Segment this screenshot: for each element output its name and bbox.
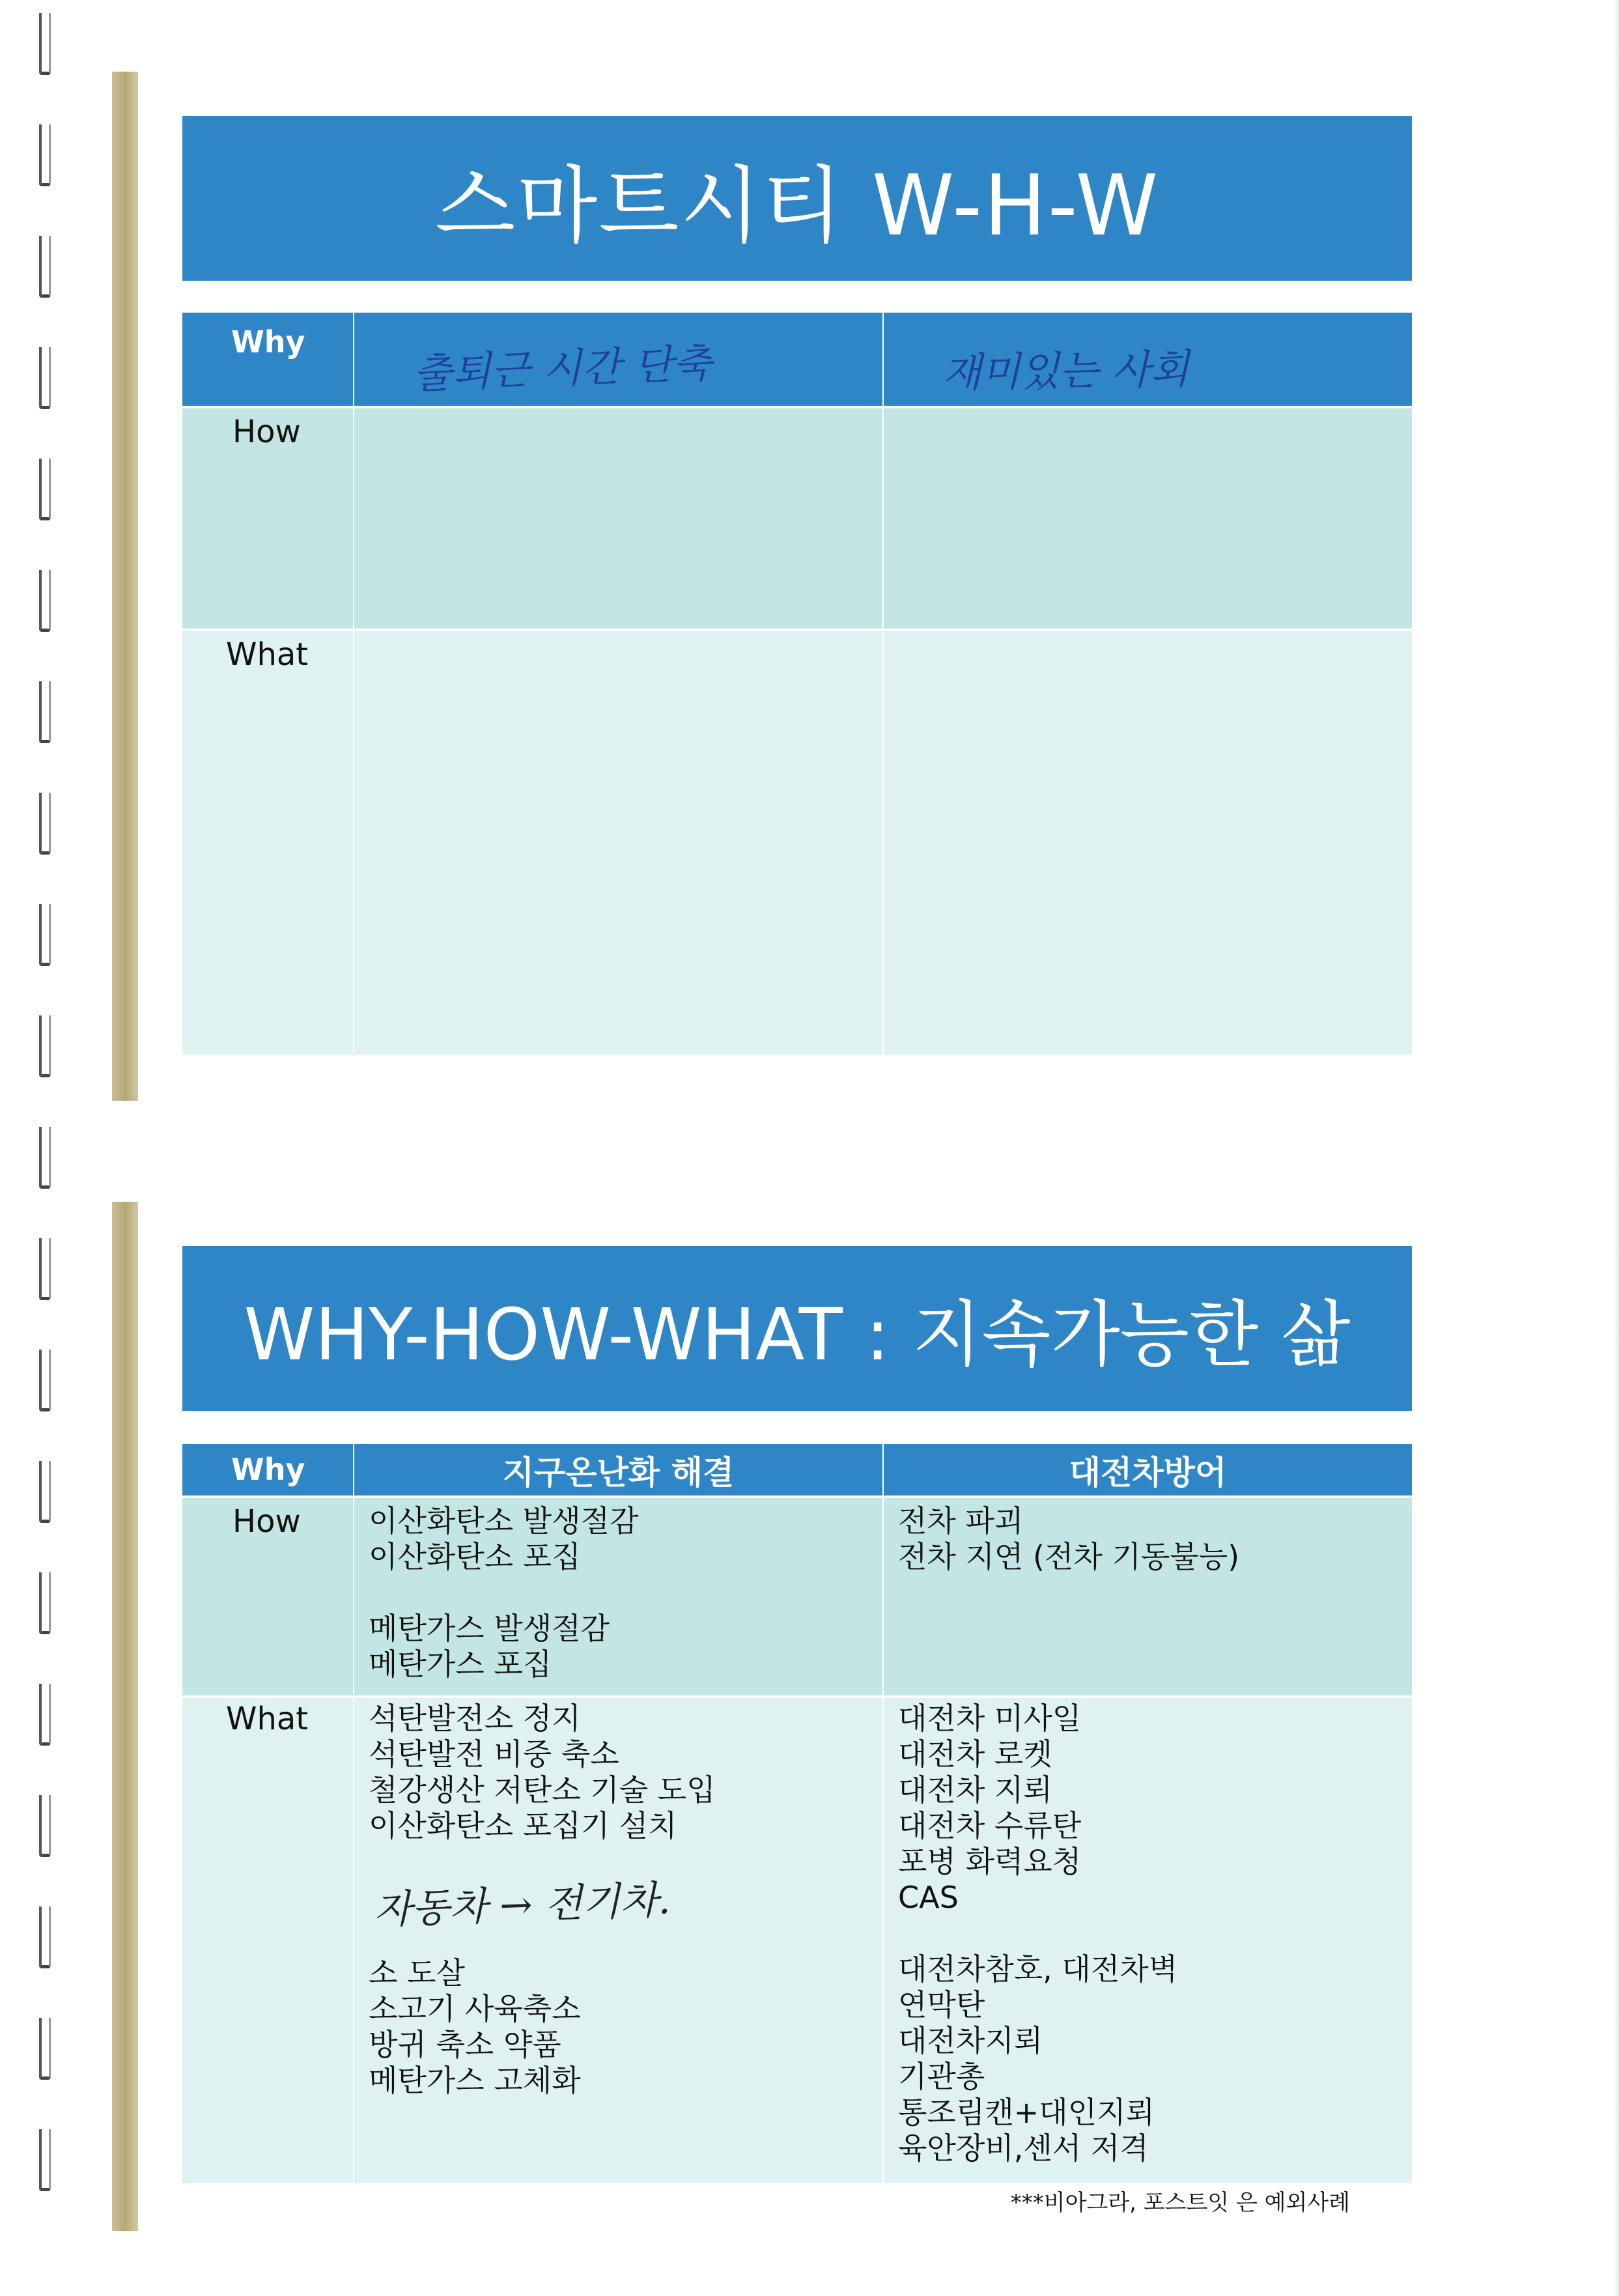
binder-hole-mark — [39, 124, 51, 186]
list-item: 메탄가스 포집 — [369, 1647, 552, 1682]
list-item: 소고기 사육축소 — [369, 1991, 581, 2026]
binder-hole-mark — [39, 1906, 51, 1968]
slide2-col-a-header: 지구온난화 해결 — [502, 1453, 735, 1492]
binder-hole-mark — [39, 793, 51, 855]
list-item: 전차 지연 (전차 기동불능) — [898, 1539, 1240, 1574]
list-item: 연막탄 — [898, 1987, 985, 2022]
list-item: 메탄가스 고체화 — [369, 2063, 581, 2098]
slide-2 — [182, 1246, 1412, 2216]
slide2-what-handwriting: 자동차 → 전기차. — [373, 1877, 671, 1933]
slide1-what-cell-b — [882, 631, 1412, 1055]
slide1-how-label: How — [232, 414, 301, 450]
binder-hole-mark — [39, 1127, 51, 1189]
list-item: 대전차 로켓 — [898, 1736, 1052, 1772]
slide1-title-bar — [182, 116, 1412, 281]
binder-hole-mark — [39, 681, 51, 743]
slide2-what-b-list — [898, 1701, 1177, 2166]
slide1-what-cell-a — [353, 631, 882, 1055]
slide1-why-cell-a — [353, 313, 882, 406]
slide2-what-cell-a — [353, 1698, 882, 2183]
binder-hole-mark — [39, 2018, 51, 2080]
list-item: 통조림캔+대인지뢰 — [898, 2095, 1155, 2130]
slide2-what-cell-b — [882, 1698, 1412, 2183]
binder-hole-mark — [39, 1015, 51, 1077]
binder-hole-mark — [39, 1461, 51, 1523]
slide1-how-cell-b — [882, 408, 1412, 631]
list-item: 대전차 지뢰 — [898, 1772, 1052, 1807]
slide1-title: 스마트시티 W-H-W — [434, 157, 1160, 255]
slide1-why-label: Why — [231, 324, 305, 360]
slide1-how-row — [182, 406, 1412, 631]
list-item: 전차 파괴 — [898, 1503, 1024, 1538]
slide2-how-cell-a — [353, 1498, 882, 1698]
binder-hole-mark — [39, 904, 51, 966]
slide2-gold-strip — [112, 1202, 138, 2231]
list-item: 메탄가스 발생절감 — [369, 1611, 610, 1646]
binder-hole-mark — [39, 570, 51, 632]
slide2-what-label: What — [226, 1701, 309, 1737]
list-item: 이산화탄소 포집기 설치 — [369, 1808, 677, 1843]
binder-hole-mark — [39, 347, 51, 409]
slide2-how-cell-b — [882, 1498, 1412, 1698]
list-item: 대전차지뢰 — [898, 2023, 1043, 2058]
slide2-how-label: How — [232, 1503, 301, 1540]
list-item: 석탄발전 비중 축소 — [369, 1736, 619, 1772]
binder-hole-mark — [39, 13, 51, 75]
slide2-how-row — [182, 1495, 1412, 1698]
list-item: 대전차 수류탄 — [898, 1808, 1082, 1843]
scan-edge-shadow — [1614, 0, 1619, 2296]
list-item: 석탄발전소 정지 — [369, 1701, 581, 1736]
binder-marks — [26, 13, 65, 2280]
list-item: 소 도살 — [369, 1955, 465, 1991]
slide1-what-row — [182, 629, 1412, 1055]
slide2-why-label: Why — [231, 1452, 305, 1487]
slide1-how-cell-a — [353, 408, 882, 631]
slide1-what-label: What — [226, 636, 309, 673]
binder-hole-mark — [39, 1572, 51, 1634]
binder-hole-mark — [39, 236, 51, 298]
slide2-how-a-list — [369, 1503, 639, 1682]
slide1-why-handwriting-a: 출퇴근 시간 단축 — [412, 339, 712, 397]
slide2-what-a-list-2 — [369, 1955, 581, 2099]
slide2-col-b-header: 대전차방어 — [1069, 1453, 1227, 1492]
slide2-how-b-list — [898, 1503, 1239, 1575]
list-item: 철강생산 저탄소 기술 도입 — [369, 1772, 716, 1807]
list-item: 이산화탄소 포집 — [369, 1539, 581, 1574]
list-item: 대전차 미사일 — [898, 1701, 1082, 1736]
slide1-why-handwriting-b: 재미있는 사회 — [942, 345, 1190, 397]
binder-hole-mark — [39, 1238, 51, 1300]
slide2-what-row — [182, 1695, 1412, 2183]
list-item: 방귀 축소 약품 — [369, 2027, 561, 2062]
list-item: 포병 화력요청 — [898, 1844, 1082, 1879]
slide-1 — [182, 116, 1412, 1054]
slide2-title-bar — [182, 1246, 1412, 1411]
binder-hole-mark — [39, 1684, 51, 1746]
binder-hole-mark — [39, 459, 51, 520]
slide1-why-row — [182, 313, 1412, 406]
slide2-footnote: ***비아그라, 포스트잇 은 예외사례 — [1010, 2190, 1350, 2216]
slide2-title: WHY-HOW-WHAT : 지속가능한 삶 — [244, 1292, 1351, 1376]
slide2-why-row — [182, 1444, 1412, 1495]
list-item: 기관총 — [898, 2059, 985, 2094]
list-item: 이산화탄소 발생절감 — [369, 1503, 639, 1538]
slide1-why-cell-b — [882, 313, 1412, 406]
list-item: 육안장비,센서 저격 — [898, 2131, 1149, 2166]
list-item: CAS — [898, 1880, 959, 1915]
list-item: 대전차참호, 대전차벽 — [898, 1951, 1178, 1987]
binder-hole-mark — [39, 2129, 51, 2191]
binder-hole-mark — [39, 1795, 51, 1857]
binder-hole-mark — [39, 1350, 51, 1411]
slide1-gold-strip — [112, 72, 138, 1101]
slide2-what-a-list — [369, 1701, 716, 1844]
